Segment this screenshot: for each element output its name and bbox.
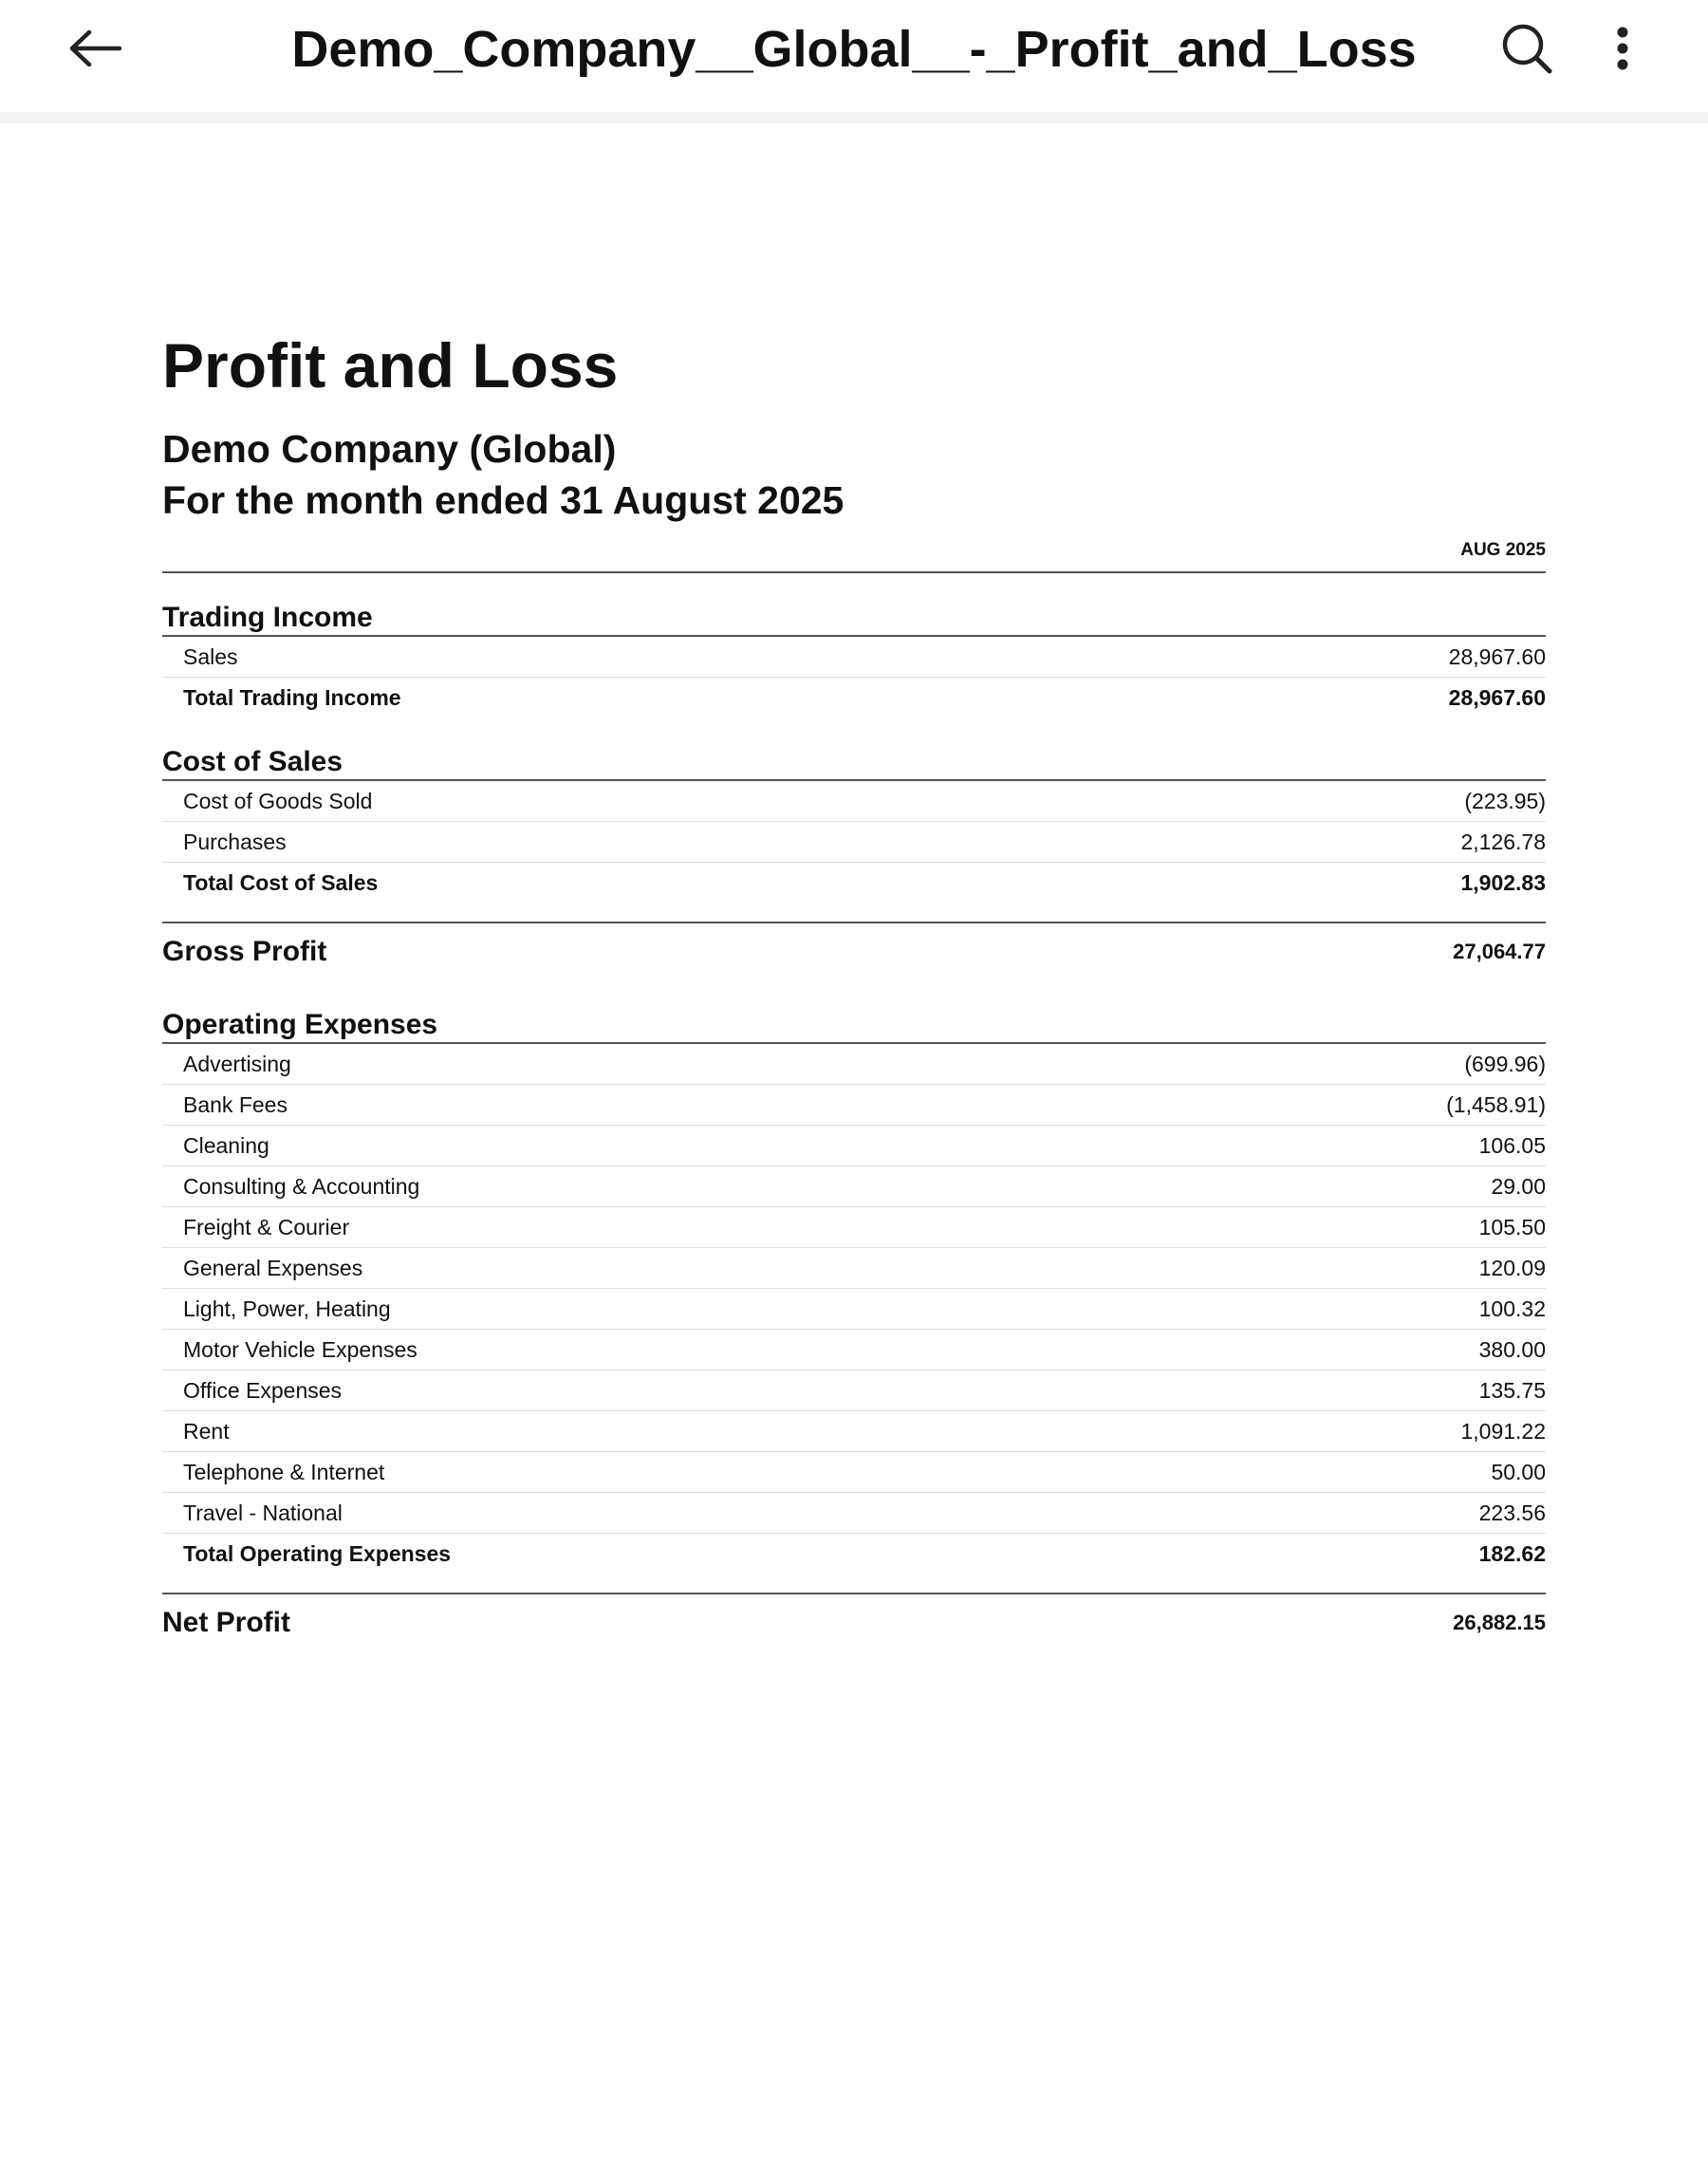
report-title: Profit and Loss xyxy=(162,330,619,401)
row-amount: 105.50 xyxy=(1478,1214,1546,1239)
row-label: Total Operating Expenses xyxy=(183,1540,452,1566)
row-label: Cleaning xyxy=(183,1132,269,1158)
section-heading-cost-of-sales: Cost of Sales xyxy=(162,738,1546,781)
row-amount: (699.96) xyxy=(1464,1051,1546,1076)
table-row xyxy=(162,1085,1546,1126)
row-label: Office Expenses xyxy=(183,1377,343,1403)
row-amount: 135.75 xyxy=(1478,1377,1546,1403)
gross-profit-label: Gross Profit xyxy=(162,936,327,967)
report-document xyxy=(162,323,1546,1651)
table-row xyxy=(162,1289,1546,1330)
table-row xyxy=(162,1248,1546,1289)
row-label: Motor Vehicle Expenses xyxy=(183,1336,418,1362)
row-amount: 182.62 xyxy=(1478,1540,1546,1566)
table-row xyxy=(162,1044,1546,1085)
net-profit-label: Net Profit xyxy=(162,1607,290,1638)
app-bar xyxy=(0,0,1708,112)
row-label: Purchases xyxy=(183,829,287,854)
table-row xyxy=(162,1493,1546,1534)
net-profit-row xyxy=(162,1593,1546,1651)
total-row-trading-income xyxy=(162,678,1546,718)
row-label: Telephone & Internet xyxy=(183,1459,385,1484)
more-vertical-icon xyxy=(1616,26,1629,71)
row-label: General Expenses xyxy=(183,1255,363,1280)
table-row xyxy=(162,1411,1546,1452)
table-row xyxy=(162,1166,1546,1207)
row-label: Sales xyxy=(183,643,238,669)
row-amount: 28,967.60 xyxy=(1448,643,1546,669)
row-amount: 223.56 xyxy=(1478,1500,1546,1525)
row-amount: 1,091.22 xyxy=(1460,1418,1546,1444)
net-profit-amount: 26,882.15 xyxy=(1453,1611,1546,1634)
row-label: Total Cost of Sales xyxy=(183,869,379,895)
table-row xyxy=(162,637,1546,678)
row-amount: 1,902.83 xyxy=(1460,869,1546,895)
row-label: Advertising xyxy=(183,1051,291,1076)
table-row xyxy=(162,1452,1546,1493)
table-row xyxy=(162,1126,1546,1166)
row-amount: 100.32 xyxy=(1478,1295,1546,1321)
more-options-button[interactable] xyxy=(1594,17,1651,80)
back-button[interactable] xyxy=(59,19,131,78)
row-label: Total Trading Income xyxy=(183,684,401,710)
row-amount: 380.00 xyxy=(1478,1336,1546,1362)
table-row xyxy=(162,1370,1546,1411)
company-name: Demo Company (Global) xyxy=(162,427,617,471)
row-amount: (223.95) xyxy=(1464,788,1546,813)
gross-profit-row xyxy=(162,922,1546,980)
table-row xyxy=(162,822,1546,863)
row-label: Light, Power, Heating xyxy=(183,1295,391,1321)
gross-profit-amount: 27,064.77 xyxy=(1453,940,1546,963)
row-label: Consulting & Accounting xyxy=(183,1173,420,1199)
search-button[interactable] xyxy=(1495,17,1558,80)
total-row-cost-of-sales xyxy=(162,863,1546,903)
app-bar-divider xyxy=(0,112,1708,123)
table-row xyxy=(162,781,1546,822)
total-row-operating-expenses xyxy=(162,1534,1546,1574)
row-amount: 106.05 xyxy=(1478,1132,1546,1158)
search-icon xyxy=(1501,23,1552,74)
row-amount: 2,126.78 xyxy=(1460,829,1546,854)
table-row xyxy=(162,1207,1546,1248)
row-amount: (1,458.91) xyxy=(1446,1091,1546,1117)
section-heading-operating-expenses: Operating Expenses xyxy=(162,1001,1546,1044)
arrow-left-icon xyxy=(68,29,121,67)
row-label: Cost of Goods Sold xyxy=(183,788,373,813)
row-label: Travel - National xyxy=(183,1500,343,1525)
row-amount: 120.09 xyxy=(1478,1255,1546,1280)
section-heading-trading-income: Trading Income xyxy=(162,594,1546,637)
row-label: Bank Fees xyxy=(183,1091,288,1117)
report-period: For the month ended 31 August 2025 xyxy=(162,478,845,522)
column-header: AUG 2025 xyxy=(162,535,1546,573)
row-amount: 50.00 xyxy=(1491,1459,1546,1484)
row-amount: 29.00 xyxy=(1491,1173,1546,1199)
row-amount: 28,967.60 xyxy=(1448,684,1546,710)
row-label: Rent xyxy=(183,1418,230,1444)
table-row xyxy=(162,1330,1546,1370)
row-label: Freight & Courier xyxy=(183,1214,350,1239)
document-title: Demo_Company__Global__-_Profit_and_Loss xyxy=(291,21,1417,78)
